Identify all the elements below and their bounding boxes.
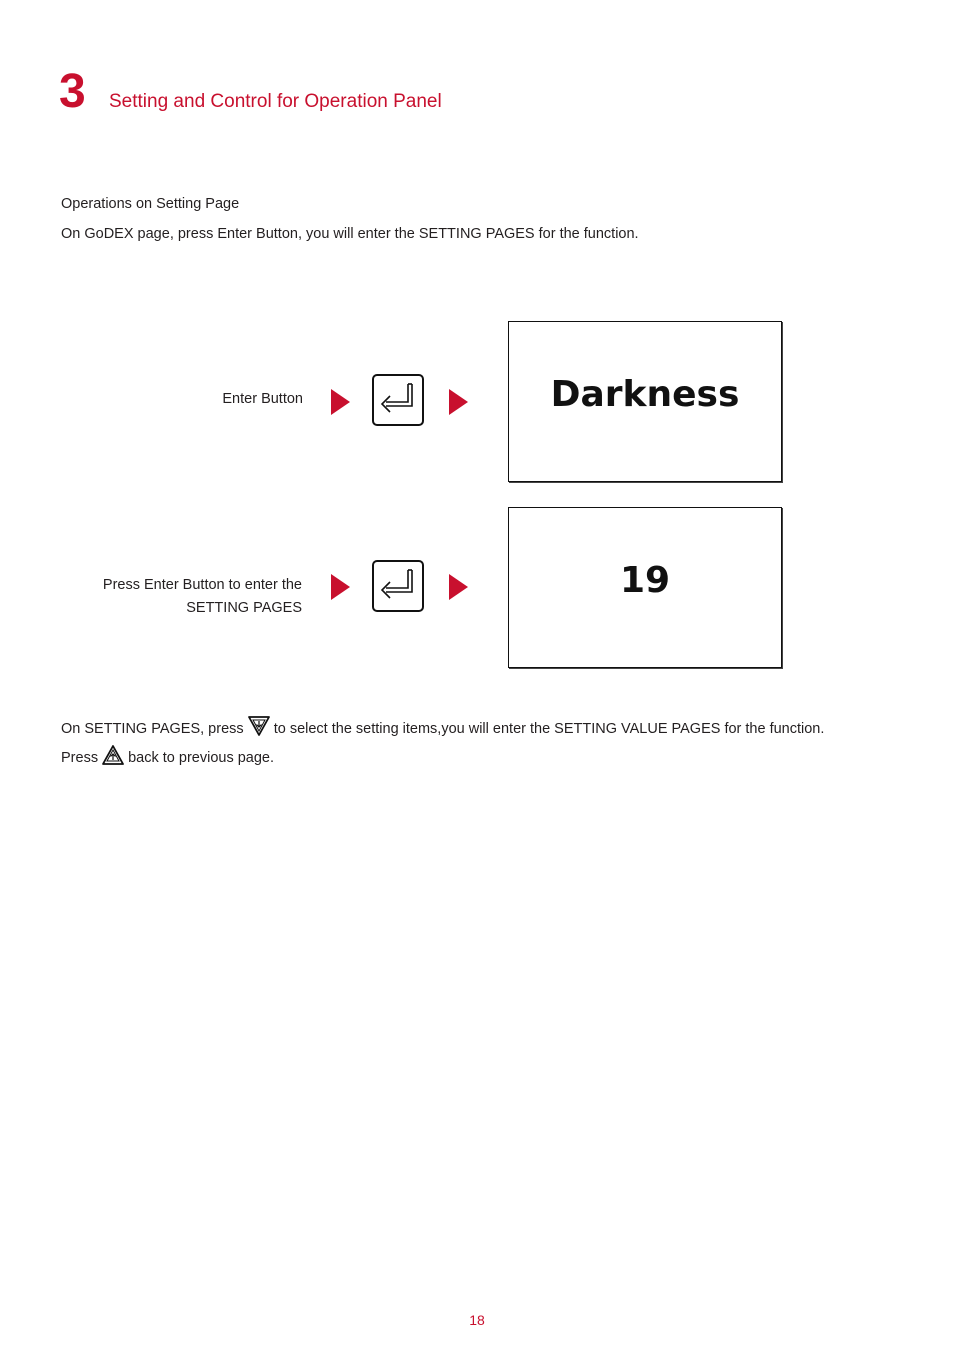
setting-pages-label-line1: Press Enter Button to enter the	[102, 577, 302, 593]
enter-button-label: Enter Button	[222, 391, 303, 407]
chapter-number: 3	[59, 65, 86, 118]
play-arrow-icon	[449, 574, 468, 600]
play-arrow-icon	[449, 389, 468, 415]
instruction-text: to select the setting items,you will enter the SETTING VALUE PAGES for the function.	[269, 721, 825, 737]
instruction-text: back to previous page.	[124, 750, 275, 766]
down-feed-key-icon	[248, 716, 270, 742]
intro-line: On GoDEX page, press Enter Button, you will enter the SETTING PAGES for the function.	[61, 226, 639, 242]
section-heading: Operations on Setting Page	[61, 196, 240, 212]
enter-key-icon	[372, 560, 424, 612]
chapter-title: Setting and Control for Operation Panel	[109, 91, 442, 112]
display-text: Darkness	[550, 374, 740, 415]
play-arrow-icon	[331, 574, 350, 600]
instruction-line-1	[61, 716, 824, 742]
instruction-line-2	[61, 745, 274, 771]
setting-pages-label-line2: SETTING PAGES	[186, 600, 302, 616]
up-pause-key-icon	[102, 745, 124, 771]
page-number: 18	[469, 1312, 485, 1328]
display-text: 19	[619, 560, 671, 601]
lcd-display-value	[508, 507, 782, 668]
instruction-text: On SETTING PAGES, press	[61, 721, 248, 737]
lcd-display-darkness	[508, 321, 782, 482]
enter-key-icon	[372, 374, 424, 426]
instruction-text: Press	[61, 750, 103, 766]
play-arrow-icon	[331, 389, 350, 415]
